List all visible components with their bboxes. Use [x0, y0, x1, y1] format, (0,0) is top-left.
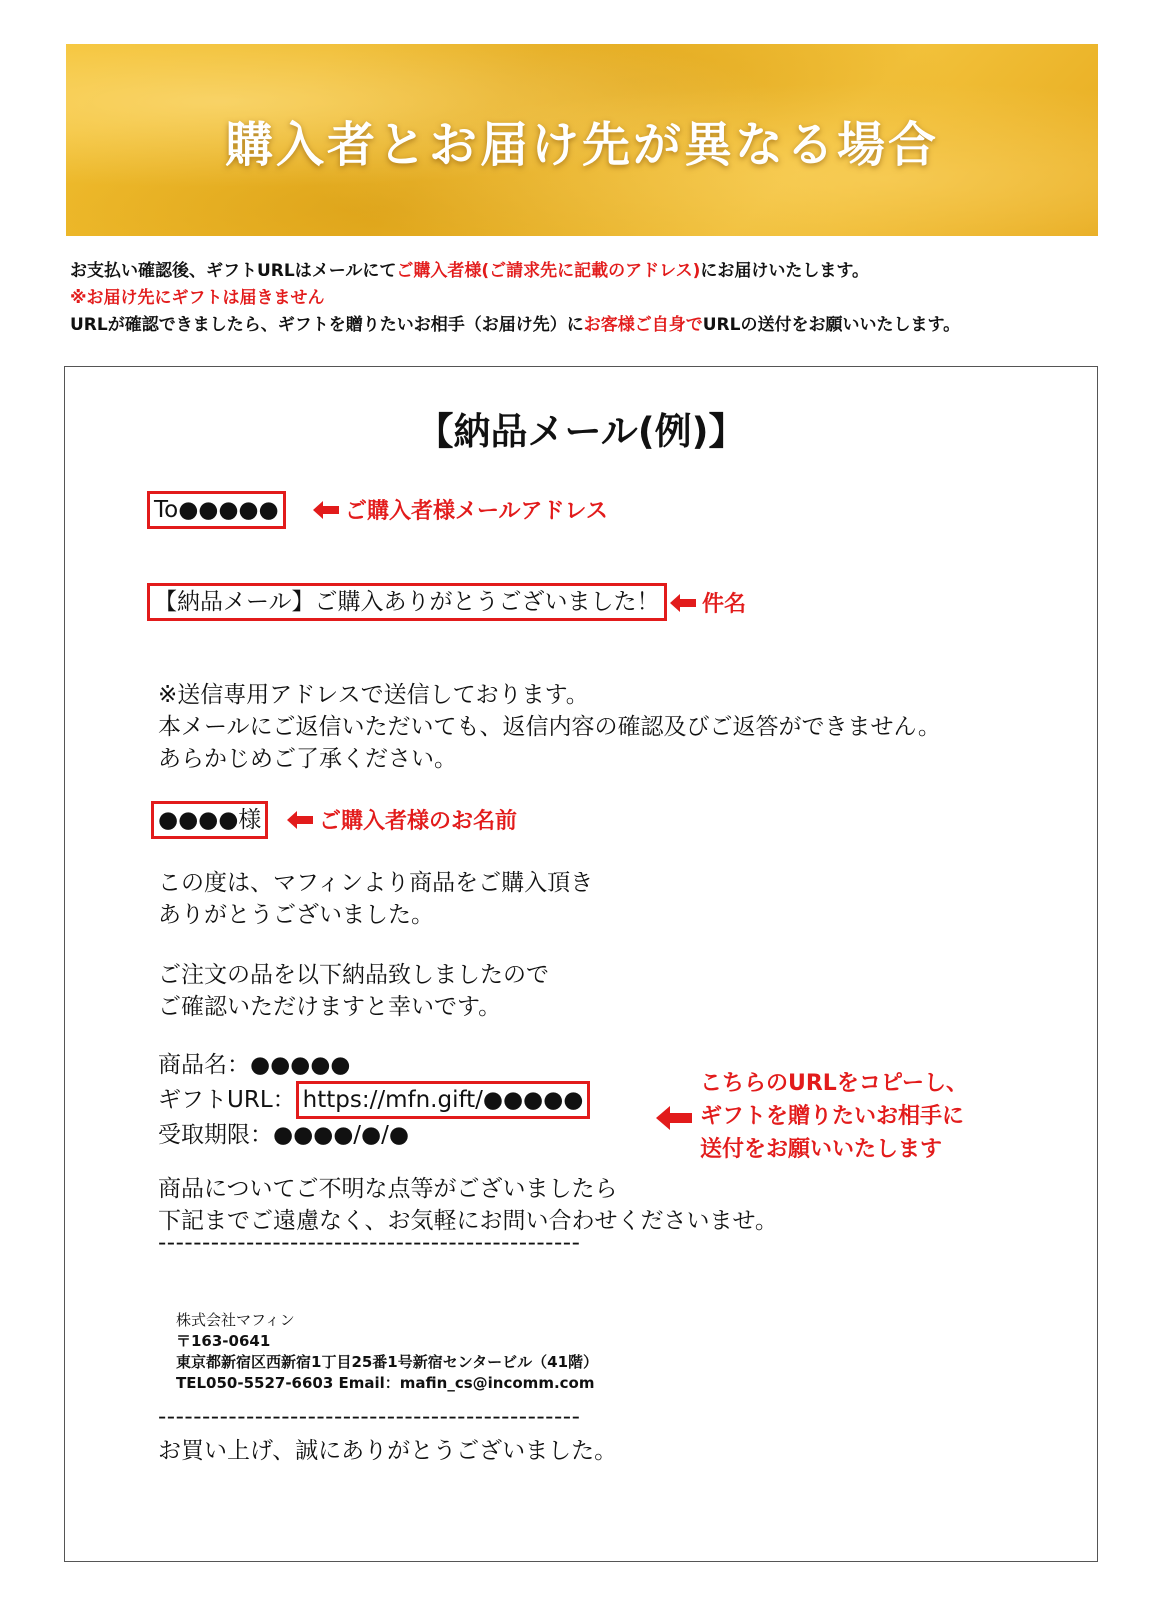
mail-example-title: 【納品メール(例)】	[416, 410, 746, 453]
subject-box: 【納品メール】ご購入ありがとうございました！	[147, 583, 667, 621]
arrow-left-icon	[670, 594, 696, 612]
name-row	[151, 801, 268, 839]
company-zip: 〒163-0641	[176, 1332, 271, 1350]
divider-top: ------------------------------------------------	[158, 1230, 581, 1256]
subject-annotation	[670, 587, 746, 618]
arrow-left-icon	[287, 811, 313, 829]
thanks-line: ありがとうございました。	[158, 902, 434, 928]
notice-line: 本メールにご返信いただいても、返信内容の確認及びご返答ができません。	[158, 714, 941, 740]
gift-url-line	[158, 1081, 590, 1119]
expiry-line: 受取期限：●●●●/●/●	[158, 1122, 409, 1148]
url-annotation-line: ギフトを贈りたいお相手に	[700, 1104, 965, 1129]
intro-line-1-pre: お支払い確認後、ギフトURLはメールにて	[70, 261, 397, 281]
intro-line-3-highlight: お客様ご自身で	[583, 315, 703, 335]
delivered-line: ご注文の品を以下納品致しましたので	[158, 962, 549, 988]
notice-block	[158, 679, 941, 775]
intro-line-3-pre: URLが確認できましたら、ギフトを贈りたいお相手（お届け先）に	[70, 315, 584, 335]
company-info	[176, 1310, 598, 1394]
company-name: 株式会社マフィン	[176, 1311, 295, 1329]
intro-line-1-highlight: ご購入者様(ご請求先に記載のアドレス)	[396, 261, 701, 281]
product-info-block	[158, 1049, 590, 1151]
notice-line: ※送信専用アドレスで送信しております。	[158, 682, 589, 708]
header-banner	[66, 44, 1098, 236]
subject-annotation-text: 件名	[702, 592, 747, 617]
inquiry-line: 商品についてご不明な点等がございましたら	[158, 1176, 618, 1202]
company-address: 東京都新宿区西新宿1丁目25番1号新宿センタービル（41階）	[176, 1353, 599, 1371]
closing-line: お買い上げ、誠にありがとうございました。	[158, 1438, 618, 1464]
url-annotation-line: 送付をお願いいたします	[700, 1137, 943, 1162]
delivered-block	[158, 959, 549, 1023]
name-annotation	[287, 804, 517, 835]
delivered-line: ご確認いただけますと幸いです。	[158, 994, 502, 1020]
customer-name-box: ●●●●様	[151, 801, 268, 839]
intro-line-1	[70, 258, 960, 285]
to-row	[147, 491, 286, 529]
to-annotation	[313, 494, 608, 525]
subject-row	[147, 583, 667, 621]
banner-title: 購入者とお届け先が異なる場合	[224, 116, 939, 173]
url-annotation-text	[700, 1067, 968, 1166]
to-address-box: To●●●●●	[147, 491, 286, 529]
intro-text	[70, 258, 960, 339]
divider-bottom: ------------------------------------------------	[158, 1404, 581, 1430]
intro-line-3	[70, 312, 960, 339]
intro-line-3-post: URLの送付をお願いいたします。	[702, 315, 961, 335]
url-annotation-line: こちらのURLをコピーし、	[700, 1071, 968, 1096]
arrow-left-icon	[313, 501, 339, 519]
thanks-line: この度は、マフィンより商品をご購入頂き	[158, 870, 594, 896]
inquiry-line: 下記までご遠慮なく、お気軽にお問い合わせくださいませ。	[158, 1208, 778, 1234]
gift-url-label: ギフトURL：	[158, 1087, 296, 1113]
intro-line-2: ※お届け先にギフトは届きません	[70, 288, 325, 308]
product-name-line: 商品名：●●●●●	[158, 1052, 351, 1078]
thanks-block	[158, 867, 593, 931]
arrow-left-icon	[656, 1106, 692, 1130]
notice-line: あらかじめご了承ください。	[158, 746, 457, 772]
gift-url-box: https://mfn.gift/●●●●●	[296, 1081, 591, 1119]
company-contact: TEL050-5527-6603 Email：mafin_cs@incomm.com	[176, 1374, 595, 1392]
name-annotation-text: ご購入者様のお名前	[319, 809, 518, 834]
intro-line-1-post: にお届けいたします。	[700, 261, 870, 281]
to-annotation-text: ご購入者様メールアドレス	[345, 499, 608, 524]
